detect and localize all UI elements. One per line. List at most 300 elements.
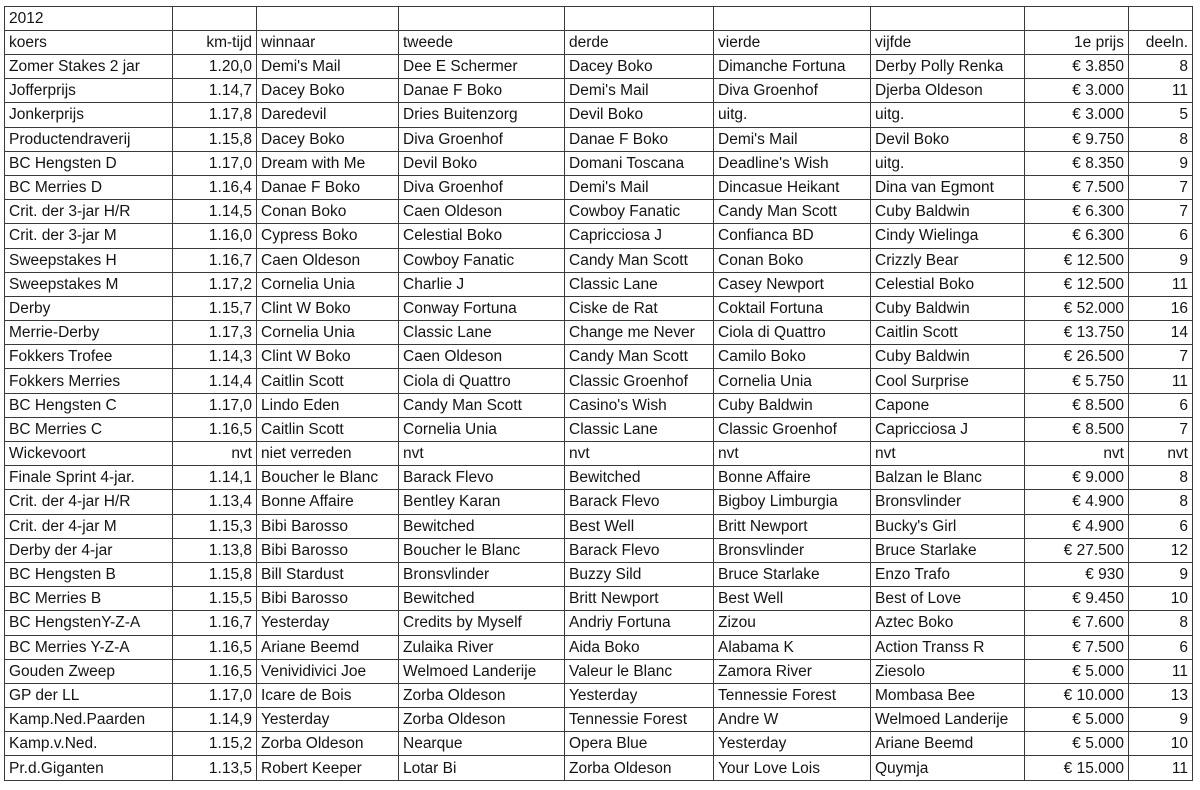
cell-derde[interactable]: Dacey Boko — [565, 55, 714, 79]
cell-vierde[interactable]: Ciola di Quattro — [714, 321, 871, 345]
cell-winnaar[interactable]: Caitlin Scott — [257, 417, 399, 441]
cell-winnaar[interactable]: Caitlin Scott — [257, 369, 399, 393]
cell-koers[interactable]: Kamp.v.Ned. — [5, 732, 173, 756]
table-row — [5, 562, 1193, 586]
cell-km-tijd[interactable]: 1.17,2 — [173, 272, 257, 296]
cell-km-tijd[interactable]: 1.17,0 — [173, 683, 257, 707]
cell-koers[interactable]: GP der LL — [5, 683, 173, 707]
cell-winnaar[interactable]: Yesterday — [257, 611, 399, 635]
cell-vierde[interactable]: Tennessie Forest — [714, 683, 871, 707]
cell-km-tijd[interactable]: 1.16,5 — [173, 635, 257, 659]
cell-tweede[interactable]: Bewitched — [399, 514, 565, 538]
cell-koers[interactable]: BC Merries B — [5, 587, 173, 611]
cell-vierde[interactable]: nvt — [714, 442, 871, 466]
cell-km-tijd[interactable]: 1.13,5 — [173, 756, 257, 780]
cell-km-tijd[interactable]: 1.17,8 — [173, 103, 257, 127]
cell-winnaar[interactable]: Bill Stardust — [257, 562, 399, 586]
cell-deeln[interactable]: 8 — [1129, 127, 1193, 151]
header-1e-prijs[interactable]: 1e prijs — [1025, 31, 1129, 55]
cell-koers[interactable]: Jofferprijs — [5, 79, 173, 103]
cell-vijfde[interactable]: Best of Love — [871, 587, 1025, 611]
cell-koers[interactable]: Fokkers Merries — [5, 369, 173, 393]
cell-vierde[interactable]: Your Love Lois — [714, 756, 871, 780]
cell-vierde[interactable]: Cornelia Unia — [714, 369, 871, 393]
cell-1e-prijs[interactable]: € 3.000 — [1025, 79, 1129, 103]
cell-koers[interactable]: Wickevoort — [5, 442, 173, 466]
cell-koers[interactable]: Crit. der 3-jar H/R — [5, 200, 173, 224]
cell-derde[interactable]: Cowboy Fanatic — [565, 200, 714, 224]
cell-km-tijd[interactable]: 1.17,0 — [173, 393, 257, 417]
cell-koers[interactable]: Gouden Zweep — [5, 659, 173, 683]
cell-deeln[interactable]: 6 — [1129, 514, 1193, 538]
cell-koers[interactable]: Sweepstakes M — [5, 272, 173, 296]
table-row — [5, 272, 1193, 296]
cell-koers[interactable]: Crit. der 4-jar M — [5, 514, 173, 538]
cell-deeln[interactable]: 7 — [1129, 200, 1193, 224]
cell-winnaar[interactable]: Clint W Boko — [257, 345, 399, 369]
cell-koers[interactable]: BC HengstenY-Z-A — [5, 611, 173, 635]
cell-derde[interactable]: Demi's Mail — [565, 79, 714, 103]
cell-deeln[interactable]: 8 — [1129, 466, 1193, 490]
cell-winnaar[interactable]: niet verreden — [257, 442, 399, 466]
cell-winnaar[interactable]: Bibi Barosso — [257, 587, 399, 611]
table-row — [5, 79, 1193, 103]
cell-derde[interactable]: Demi's Mail — [565, 175, 714, 199]
cell-derde[interactable]: Change me Never — [565, 321, 714, 345]
cell-tweede[interactable]: Candy Man Scott — [399, 393, 565, 417]
cell-vierde[interactable]: Camilo Boko — [714, 345, 871, 369]
cell-vijfde[interactable]: Derby Polly Renka — [871, 55, 1025, 79]
cell-tweede[interactable]: Credits by Myself — [399, 611, 565, 635]
cell-km-tijd[interactable]: 1.15,5 — [173, 587, 257, 611]
cell-vierde[interactable]: Confianca BD — [714, 224, 871, 248]
cell-derde[interactable]: Aida Boko — [565, 635, 714, 659]
cell-vijfde[interactable]: Bronsvlinder — [871, 490, 1025, 514]
cell-derde[interactable]: Domani Toscana — [565, 151, 714, 175]
cell-vierde[interactable]: Yesterday — [714, 732, 871, 756]
cell-winnaar[interactable]: Conan Boko — [257, 200, 399, 224]
empty-cell[interactable] — [173, 7, 257, 31]
cell-tweede[interactable]: Zulaika River — [399, 635, 565, 659]
cell-tweede[interactable]: Bewitched — [399, 587, 565, 611]
cell-derde[interactable]: Valeur le Blanc — [565, 659, 714, 683]
cell-vierde[interactable]: Conan Boko — [714, 248, 871, 272]
cell-vierde[interactable]: Bruce Starlake — [714, 562, 871, 586]
cell-vijfde[interactable]: Ziesolo — [871, 659, 1025, 683]
cell-1e-prijs[interactable]: € 6.300 — [1025, 200, 1129, 224]
cell-tweede[interactable]: Lotar Bi — [399, 756, 565, 780]
cell-1e-prijs[interactable]: € 5.000 — [1025, 708, 1129, 732]
cell-tweede[interactable]: Cornelia Unia — [399, 417, 565, 441]
cell-deeln[interactable]: 6 — [1129, 393, 1193, 417]
cell-1e-prijs[interactable]: nvt — [1025, 442, 1129, 466]
header-tweede[interactable]: tweede — [399, 31, 565, 55]
cell-derde[interactable]: Casino's Wish — [565, 393, 714, 417]
cell-deeln[interactable]: 7 — [1129, 175, 1193, 199]
cell-vierde[interactable]: Best Well — [714, 587, 871, 611]
cell-vierde[interactable]: Candy Man Scott — [714, 200, 871, 224]
cell-deeln[interactable]: 11 — [1129, 756, 1193, 780]
header-winnaar[interactable]: winnaar — [257, 31, 399, 55]
cell-1e-prijs[interactable]: € 8.500 — [1025, 417, 1129, 441]
cell-vijfde[interactable]: Balzan le Blanc — [871, 466, 1025, 490]
cell-vierde[interactable]: Andre W — [714, 708, 871, 732]
cell-vijfde[interactable]: Capone — [871, 393, 1025, 417]
cell-koers[interactable]: Finale Sprint 4-jar. — [5, 466, 173, 490]
cell-vijfde[interactable]: Action Transs R — [871, 635, 1025, 659]
cell-km-tijd[interactable]: 1.16,5 — [173, 659, 257, 683]
cell-winnaar[interactable]: Venividivici Joe — [257, 659, 399, 683]
table-row — [5, 369, 1193, 393]
cell-tweede[interactable]: Celestial Boko — [399, 224, 565, 248]
cell-derde[interactable]: Barack Flevo — [565, 538, 714, 562]
cell-winnaar[interactable]: Bibi Barosso — [257, 538, 399, 562]
cell-derde[interactable]: Tennessie Forest — [565, 708, 714, 732]
cell-winnaar[interactable]: Dacey Boko — [257, 127, 399, 151]
cell-vierde[interactable]: Britt Newport — [714, 514, 871, 538]
cell-vijfde[interactable]: Ariane Beemd — [871, 732, 1025, 756]
cell-1e-prijs[interactable]: € 4.900 — [1025, 514, 1129, 538]
cell-tweede[interactable]: Dries Buitenzorg — [399, 103, 565, 127]
cell-deeln[interactable]: 16 — [1129, 296, 1193, 320]
cell-deeln[interactable]: nvt — [1129, 442, 1193, 466]
cell-deeln[interactable]: 13 — [1129, 683, 1193, 707]
cell-1e-prijs[interactable]: € 12.500 — [1025, 272, 1129, 296]
cell-deeln[interactable]: 11 — [1129, 369, 1193, 393]
cell-vierde[interactable]: Bonne Affaire — [714, 466, 871, 490]
cell-tweede[interactable]: Cowboy Fanatic — [399, 248, 565, 272]
cell-vierde[interactable]: Dincasue Heikant — [714, 175, 871, 199]
cell-winnaar[interactable]: Bibi Barosso — [257, 514, 399, 538]
cell-vierde[interactable]: Bigboy Limburgia — [714, 490, 871, 514]
cell-winnaar[interactable]: Caen Oldeson — [257, 248, 399, 272]
cell-winnaar[interactable]: Boucher le Blanc — [257, 466, 399, 490]
cell-km-tijd[interactable]: 1.20,0 — [173, 55, 257, 79]
cell-derde[interactable]: Devil Boko — [565, 103, 714, 127]
cell-winnaar[interactable]: Dacey Boko — [257, 79, 399, 103]
cell-km-tijd[interactable]: 1.14,7 — [173, 79, 257, 103]
cell-winnaar[interactable]: Lindo Eden — [257, 393, 399, 417]
cell-winnaar[interactable]: Daredevil — [257, 103, 399, 127]
cell-koers[interactable]: Merrie-Derby — [5, 321, 173, 345]
empty-cell[interactable] — [1129, 7, 1193, 31]
cell-vijfde[interactable]: Crizzly Bear — [871, 248, 1025, 272]
cell-koers[interactable]: Kamp.Ned.Paarden — [5, 708, 173, 732]
cell-km-tijd[interactable]: 1.16,4 — [173, 175, 257, 199]
cell-km-tijd[interactable]: 1.13,4 — [173, 490, 257, 514]
empty-cell[interactable] — [714, 7, 871, 31]
cell-derde[interactable]: Classic Groenhof — [565, 369, 714, 393]
cell-deeln[interactable]: 14 — [1129, 321, 1193, 345]
cell-1e-prijs[interactable]: € 6.300 — [1025, 224, 1129, 248]
cell-tweede[interactable]: Nearque — [399, 732, 565, 756]
cell-tweede[interactable]: Caen Oldeson — [399, 345, 565, 369]
header-derde[interactable]: derde — [565, 31, 714, 55]
cell-winnaar[interactable]: Clint W Boko — [257, 296, 399, 320]
cell-deeln[interactable]: 8 — [1129, 490, 1193, 514]
cell-tweede[interactable]: Danae F Boko — [399, 79, 565, 103]
cell-vijfde[interactable]: Mombasa Bee — [871, 683, 1025, 707]
table-row — [5, 756, 1193, 780]
cell-vierde[interactable]: Cuby Baldwin — [714, 393, 871, 417]
cell-tweede[interactable]: Diva Groenhof — [399, 175, 565, 199]
header-km-tijd[interactable]: km-tijd — [173, 31, 257, 55]
cell-km-tijd[interactable]: nvt — [173, 442, 257, 466]
cell-vijfde[interactable]: Celestial Boko — [871, 272, 1025, 296]
cell-koers[interactable]: BC Merries Y-Z-A — [5, 635, 173, 659]
cell-koers[interactable]: Zomer Stakes 2 jar — [5, 55, 173, 79]
cell-winnaar[interactable]: Danae F Boko — [257, 175, 399, 199]
table-row — [5, 296, 1193, 320]
cell-km-tijd[interactable]: 1.16,7 — [173, 611, 257, 635]
cell-tweede[interactable]: Dee E Schermer — [399, 55, 565, 79]
empty-cell[interactable] — [871, 7, 1025, 31]
cell-derde[interactable]: Barack Flevo — [565, 490, 714, 514]
cell-deeln[interactable]: 9 — [1129, 248, 1193, 272]
cell-derde[interactable]: Bewitched — [565, 466, 714, 490]
cell-koers[interactable]: Crit. der 3-jar M — [5, 224, 173, 248]
cell-vierde[interactable]: Alabama K — [714, 635, 871, 659]
cell-deeln[interactable]: 12 — [1129, 538, 1193, 562]
cell-koers[interactable]: BC Hengsten B — [5, 562, 173, 586]
cell-1e-prijs[interactable]: € 12.500 — [1025, 248, 1129, 272]
cell-km-tijd[interactable]: 1.14,4 — [173, 369, 257, 393]
cell-tweede[interactable]: Charlie J — [399, 272, 565, 296]
cell-tweede[interactable]: Ciola di Quattro — [399, 369, 565, 393]
cell-tweede[interactable]: Welmoed Landerije — [399, 659, 565, 683]
cell-1e-prijs[interactable]: € 4.900 — [1025, 490, 1129, 514]
cell-derde[interactable]: Ciske de Rat — [565, 296, 714, 320]
cell-tweede[interactable]: Caen Oldeson — [399, 200, 565, 224]
cell-deeln[interactable]: 6 — [1129, 224, 1193, 248]
cell-koers[interactable]: BC Hengsten D — [5, 151, 173, 175]
cell-koers[interactable]: Jonkerprijs — [5, 103, 173, 127]
cell-deeln[interactable]: 8 — [1129, 55, 1193, 79]
cell-deeln[interactable]: 7 — [1129, 417, 1193, 441]
cell-derde[interactable]: Opera Blue — [565, 732, 714, 756]
cell-vierde[interactable]: Coktail Fortuna — [714, 296, 871, 320]
empty-cell[interactable] — [1025, 7, 1129, 31]
cell-koers[interactable]: BC Hengsten C — [5, 393, 173, 417]
cell-km-tijd[interactable]: 1.15,2 — [173, 732, 257, 756]
cell-deeln[interactable]: 6 — [1129, 635, 1193, 659]
cell-1e-prijs[interactable]: € 930 — [1025, 562, 1129, 586]
cell-tweede[interactable]: Diva Groenhof — [399, 127, 565, 151]
cell-winnaar[interactable]: Bonne Affaire — [257, 490, 399, 514]
cell-vierde[interactable]: Casey Newport — [714, 272, 871, 296]
cell-km-tijd[interactable]: 1.14,5 — [173, 200, 257, 224]
cell-1e-prijs[interactable]: € 9.750 — [1025, 127, 1129, 151]
cell-1e-prijs[interactable]: € 5.750 — [1025, 369, 1129, 393]
cell-km-tijd[interactable]: 1.17,3 — [173, 321, 257, 345]
cell-tweede[interactable]: Zorba Oldeson — [399, 683, 565, 707]
cell-derde[interactable]: Buzzy Sild — [565, 562, 714, 586]
cell-deeln[interactable]: 11 — [1129, 272, 1193, 296]
cell-koers[interactable]: BC Merries D — [5, 175, 173, 199]
cell-km-tijd[interactable]: 1.16,5 — [173, 417, 257, 441]
cell-winnaar[interactable]: Dream with Me — [257, 151, 399, 175]
cell-vijfde[interactable]: Caitlin Scott — [871, 321, 1025, 345]
cell-koers[interactable]: Derby der 4-jar — [5, 538, 173, 562]
cell-derde[interactable]: Capricciosa J — [565, 224, 714, 248]
cell-vijfde[interactable]: Cuby Baldwin — [871, 200, 1025, 224]
cell-vierde[interactable]: Demi's Mail — [714, 127, 871, 151]
header-vierde[interactable]: vierde — [714, 31, 871, 55]
cell-1e-prijs[interactable]: € 8.500 — [1025, 393, 1129, 417]
cell-vijfde[interactable]: Cindy Wielinga — [871, 224, 1025, 248]
cell-1e-prijs[interactable]: € 7.500 — [1025, 175, 1129, 199]
cell-km-tijd[interactable]: 1.14,1 — [173, 466, 257, 490]
cell-1e-prijs[interactable]: € 52.000 — [1025, 296, 1129, 320]
cell-1e-prijs[interactable]: € 15.000 — [1025, 756, 1129, 780]
cell-derde[interactable]: Classic Lane — [565, 417, 714, 441]
cell-1e-prijs[interactable]: € 7.600 — [1025, 611, 1129, 635]
cell-1e-prijs[interactable]: € 27.500 — [1025, 538, 1129, 562]
cell-vijfde[interactable]: Bucky's Girl — [871, 514, 1025, 538]
cell-winnaar[interactable]: Ariane Beemd — [257, 635, 399, 659]
cell-derde[interactable]: nvt — [565, 442, 714, 466]
table-row — [5, 442, 1193, 466]
year-cell[interactable]: 2012 — [5, 7, 173, 31]
cell-tweede[interactable]: Devil Boko — [399, 151, 565, 175]
cell-koers[interactable]: Sweepstakes H — [5, 248, 173, 272]
cell-km-tijd[interactable]: 1.17,0 — [173, 151, 257, 175]
cell-winnaar[interactable]: Yesterday — [257, 708, 399, 732]
cell-vierde[interactable]: Deadline's Wish — [714, 151, 871, 175]
cell-tweede[interactable]: Conway Fortuna — [399, 296, 565, 320]
cell-km-tijd[interactable]: 1.15,3 — [173, 514, 257, 538]
empty-cell[interactable] — [399, 7, 565, 31]
cell-vijfde[interactable]: Capricciosa J — [871, 417, 1025, 441]
cell-derde[interactable]: Britt Newport — [565, 587, 714, 611]
header-vijfde[interactable]: vijfde — [871, 31, 1025, 55]
cell-koers[interactable]: Derby — [5, 296, 173, 320]
cell-1e-prijs[interactable]: € 8.350 — [1025, 151, 1129, 175]
cell-tweede[interactable]: Boucher le Blanc — [399, 538, 565, 562]
cell-deeln[interactable]: 9 — [1129, 562, 1193, 586]
cell-deeln[interactable]: 11 — [1129, 79, 1193, 103]
cell-tweede[interactable]: Classic Lane — [399, 321, 565, 345]
cell-winnaar[interactable]: Cornelia Unia — [257, 272, 399, 296]
cell-1e-prijs[interactable]: € 26.500 — [1025, 345, 1129, 369]
cell-winnaar[interactable]: Cornelia Unia — [257, 321, 399, 345]
cell-vierde[interactable]: Bronsvlinder — [714, 538, 871, 562]
header-deeln[interactable]: deeln. — [1129, 31, 1193, 55]
cell-vierde[interactable]: Dimanche Fortuna — [714, 55, 871, 79]
cell-derde[interactable]: Yesterday — [565, 683, 714, 707]
cell-vijfde[interactable]: Bruce Starlake — [871, 538, 1025, 562]
cell-vijfde[interactable]: Cuby Baldwin — [871, 296, 1025, 320]
cell-tweede[interactable]: Bronsvlinder — [399, 562, 565, 586]
table-row — [5, 708, 1193, 732]
cell-vijfde[interactable]: Welmoed Landerije — [871, 708, 1025, 732]
table-row — [5, 490, 1193, 514]
cell-1e-prijs[interactable]: € 9.000 — [1025, 466, 1129, 490]
cell-1e-prijs[interactable]: € 13.750 — [1025, 321, 1129, 345]
cell-vierde[interactable]: Classic Groenhof — [714, 417, 871, 441]
cell-vijfde[interactable]: Devil Boko — [871, 127, 1025, 151]
cell-tweede[interactable]: Barack Flevo — [399, 466, 565, 490]
cell-vierde[interactable]: Zizou — [714, 611, 871, 635]
cell-vijfde[interactable]: uitg. — [871, 103, 1025, 127]
cell-1e-prijs[interactable]: € 5.000 — [1025, 659, 1129, 683]
cell-vijfde[interactable]: Cool Surprise — [871, 369, 1025, 393]
cell-deeln[interactable]: 7 — [1129, 345, 1193, 369]
cell-winnaar[interactable]: Cypress Boko — [257, 224, 399, 248]
cell-km-tijd[interactable]: 1.14,9 — [173, 708, 257, 732]
cell-derde[interactable]: Zorba Oldeson — [565, 756, 714, 780]
cell-vijfde[interactable]: Aztec Boko — [871, 611, 1025, 635]
cell-winnaar[interactable]: Demi's Mail — [257, 55, 399, 79]
cell-km-tijd[interactable]: 1.16,7 — [173, 248, 257, 272]
cell-1e-prijs[interactable]: € 5.000 — [1025, 732, 1129, 756]
table-row — [5, 200, 1193, 224]
cell-vijfde[interactable]: Cuby Baldwin — [871, 345, 1025, 369]
cell-vijfde[interactable]: Djerba Oldeson — [871, 79, 1025, 103]
cell-derde[interactable]: Classic Lane — [565, 272, 714, 296]
cell-derde[interactable]: Danae F Boko — [565, 127, 714, 151]
cell-vijfde[interactable]: Enzo Trafo — [871, 562, 1025, 586]
empty-cell[interactable] — [257, 7, 399, 31]
header-koers[interactable]: koers — [5, 31, 173, 55]
cell-derde[interactable]: Best Well — [565, 514, 714, 538]
cell-tweede[interactable]: nvt — [399, 442, 565, 466]
cell-derde[interactable]: Candy Man Scott — [565, 345, 714, 369]
cell-vijfde[interactable]: uitg. — [871, 151, 1025, 175]
cell-deeln[interactable]: 9 — [1129, 151, 1193, 175]
cell-tweede[interactable]: Bentley Karan — [399, 490, 565, 514]
cell-koers[interactable]: BC Merries C — [5, 417, 173, 441]
cell-vierde[interactable]: uitg. — [714, 103, 871, 127]
cell-vijfde[interactable]: Quymja — [871, 756, 1025, 780]
cell-winnaar[interactable]: Icare de Bois — [257, 683, 399, 707]
cell-derde[interactable]: Candy Man Scott — [565, 248, 714, 272]
cell-koers[interactable]: Productendraverij — [5, 127, 173, 151]
cell-1e-prijs[interactable]: € 3.000 — [1025, 103, 1129, 127]
cell-km-tijd[interactable]: 1.16,0 — [173, 224, 257, 248]
cell-deeln[interactable]: 11 — [1129, 659, 1193, 683]
cell-1e-prijs[interactable]: € 7.500 — [1025, 635, 1129, 659]
cell-km-tijd[interactable]: 1.14,3 — [173, 345, 257, 369]
cell-km-tijd[interactable]: 1.15,8 — [173, 127, 257, 151]
table-row — [5, 345, 1193, 369]
cell-koers[interactable]: Crit. der 4-jar H/R — [5, 490, 173, 514]
cell-winnaar[interactable]: Zorba Oldeson — [257, 732, 399, 756]
cell-vierde[interactable]: Diva Groenhof — [714, 79, 871, 103]
empty-cell[interactable] — [565, 7, 714, 31]
cell-1e-prijs[interactable]: € 3.850 — [1025, 55, 1129, 79]
cell-deeln[interactable]: 5 — [1129, 103, 1193, 127]
year-row — [5, 7, 1193, 31]
cell-koers[interactable]: Fokkers Trofee — [5, 345, 173, 369]
cell-km-tijd[interactable]: 1.15,7 — [173, 296, 257, 320]
cell-deeln[interactable]: 10 — [1129, 732, 1193, 756]
cell-tweede[interactable]: Zorba Oldeson — [399, 708, 565, 732]
cell-1e-prijs[interactable]: € 9.450 — [1025, 587, 1129, 611]
cell-derde[interactable]: Andriy Fortuna — [565, 611, 714, 635]
cell-vierde[interactable]: Zamora River — [714, 659, 871, 683]
cell-deeln[interactable]: 8 — [1129, 611, 1193, 635]
cell-vijfde[interactable]: Dina van Egmont — [871, 175, 1025, 199]
cell-deeln[interactable]: 10 — [1129, 587, 1193, 611]
cell-koers[interactable]: Pr.d.Giganten — [5, 756, 173, 780]
cell-km-tijd[interactable]: 1.15,8 — [173, 562, 257, 586]
cell-vijfde[interactable]: nvt — [871, 442, 1025, 466]
cell-km-tijd[interactable]: 1.13,8 — [173, 538, 257, 562]
cell-1e-prijs[interactable]: € 10.000 — [1025, 683, 1129, 707]
cell-deeln[interactable]: 9 — [1129, 708, 1193, 732]
cell-winnaar[interactable]: Robert Keeper — [257, 756, 399, 780]
